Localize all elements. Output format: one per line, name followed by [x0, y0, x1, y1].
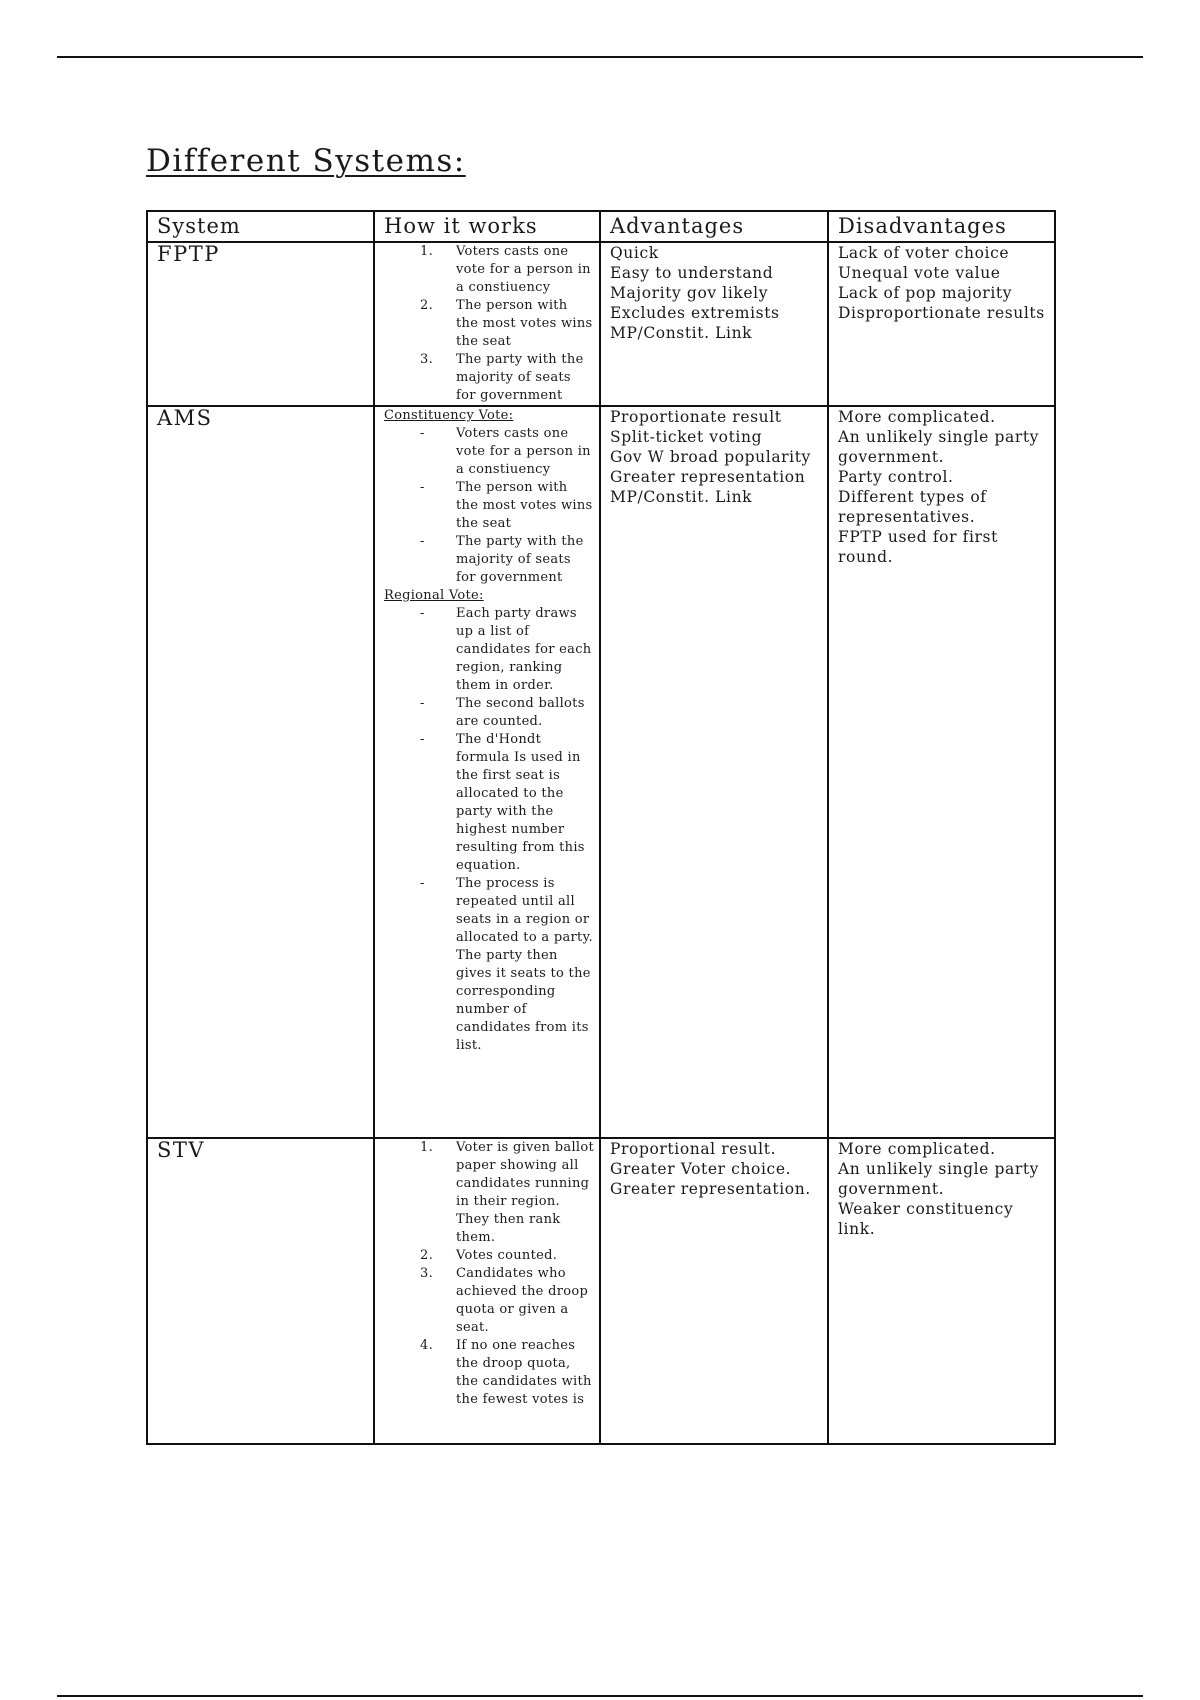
list-item: - The d'Hondt formula Is used in the first seat is allocated to the party with the highest number resulting from this equation. — [420, 732, 585, 873]
list-item: - The party with the majority of seats for government — [420, 534, 584, 585]
disadvantages-cell — [828, 1138, 1055, 1444]
list-item: - The second ballots are counted. — [420, 696, 585, 729]
table-row-stv — [147, 1138, 1055, 1444]
bullet-list — [384, 605, 599, 1055]
disadvantage-item: Disproportionate results — [838, 304, 1045, 322]
how-it-works-cell — [374, 406, 600, 1138]
disadvantage-item: Lack of voter choice — [838, 244, 1010, 262]
subheading-regional-vote: Regional Vote: — [384, 588, 484, 603]
advantage-item: Split-ticket voting — [610, 428, 763, 446]
table-header-row — [147, 211, 1055, 242]
system-name-cell: AMS — [147, 406, 374, 1138]
how-it-works-cell — [374, 242, 600, 406]
disadvantage-item: More complicated. — [838, 1140, 996, 1158]
advantage-item: Excludes extremists — [610, 304, 780, 322]
list-item: 2. The person with the most votes wins the seat — [420, 298, 593, 349]
advantage-item: MP/Constit. Link — [610, 324, 753, 342]
column-header-disadvantages: Disadvantages — [828, 211, 1055, 242]
advantage-item: MP/Constit. Link — [610, 488, 753, 506]
column-header-system: System — [147, 211, 374, 242]
footer-rule — [57, 1695, 1143, 1697]
advantages-cell — [600, 406, 828, 1138]
table-row-fptp — [147, 242, 1055, 406]
numbered-list — [384, 1139, 599, 1409]
advantage-item: Greater representation — [610, 468, 806, 486]
system-name-cell: FPTP — [147, 242, 374, 406]
disadvantages-cell — [828, 242, 1055, 406]
advantage-item: Easy to understand — [610, 264, 774, 282]
list-item: 1. Voter is given ballot paper showing all candidates running in their region. They then rank them. — [420, 1140, 595, 1245]
advantage-item: Majority gov likely — [610, 284, 769, 302]
advantages-cell — [600, 1138, 828, 1444]
list-item: 3. Candidates who achieved the droop quota or given a seat. — [420, 1266, 589, 1335]
system-name-cell: STV — [147, 1138, 374, 1444]
header-rule — [57, 56, 1143, 58]
column-header-advantages: Advantages — [600, 211, 828, 242]
advantage-item: Quick — [610, 244, 659, 262]
advantage-item: Proportional result. — [610, 1140, 777, 1158]
disadvantage-item: An unlikely single party government. — [838, 428, 1040, 466]
table-row-ams — [147, 406, 1055, 1138]
advantage-item: Greater representation. — [610, 1180, 811, 1198]
advantages-cell — [600, 242, 828, 406]
disadvantages-cell — [828, 406, 1055, 1138]
advantage-item: Greater Voter choice. — [610, 1160, 792, 1178]
bullet-list — [384, 425, 599, 587]
advantage-item: Proportionate result — [610, 408, 782, 426]
numbered-list — [384, 243, 599, 405]
disadvantage-item: Weaker constituency link. — [838, 1200, 1014, 1238]
list-item: - The person with the most votes wins the seat — [420, 480, 593, 531]
advantage-item: Gov W broad popularity — [610, 448, 811, 466]
electoral-systems-table — [146, 210, 1056, 1445]
disadvantage-item: An unlikely single party government. — [838, 1160, 1040, 1198]
disadvantage-item: Unequal vote value — [838, 264, 1001, 282]
list-item: - Voters casts one vote for a person in a constiuency — [420, 426, 591, 477]
column-header-how-it-works: How it works — [374, 211, 600, 242]
disadvantage-item: More complicated. — [838, 408, 996, 426]
disadvantage-item: Lack of pop majority — [838, 284, 1013, 302]
disadvantage-item: FPTP used for first round. — [838, 528, 998, 566]
how-it-works-cell — [374, 1138, 600, 1444]
list-item: - The process is repeated until all seats in a region or allocated to a party. The party then gives it seats to the corresponding number of candidates from its list. — [420, 876, 593, 1053]
list-item: 2. Votes counted. — [420, 1248, 558, 1263]
list-item: 1. Voters casts one vote for a person in a constiuency — [420, 244, 591, 295]
list-item: - Each party draws up a list of candidates for each region, ranking them in order. — [420, 606, 592, 693]
page-title: Different Systems: — [146, 143, 466, 179]
disadvantage-item: Party control. — [838, 468, 954, 486]
list-item: 4. If no one reaches the droop quota, the candidates with the fewest votes is — [420, 1338, 592, 1407]
list-item: 3. The party with the majority of seats for government — [420, 352, 584, 403]
disadvantage-item: Different types of representatives. — [838, 488, 987, 526]
subheading-constituency-vote: Constituency Vote: — [384, 408, 514, 423]
